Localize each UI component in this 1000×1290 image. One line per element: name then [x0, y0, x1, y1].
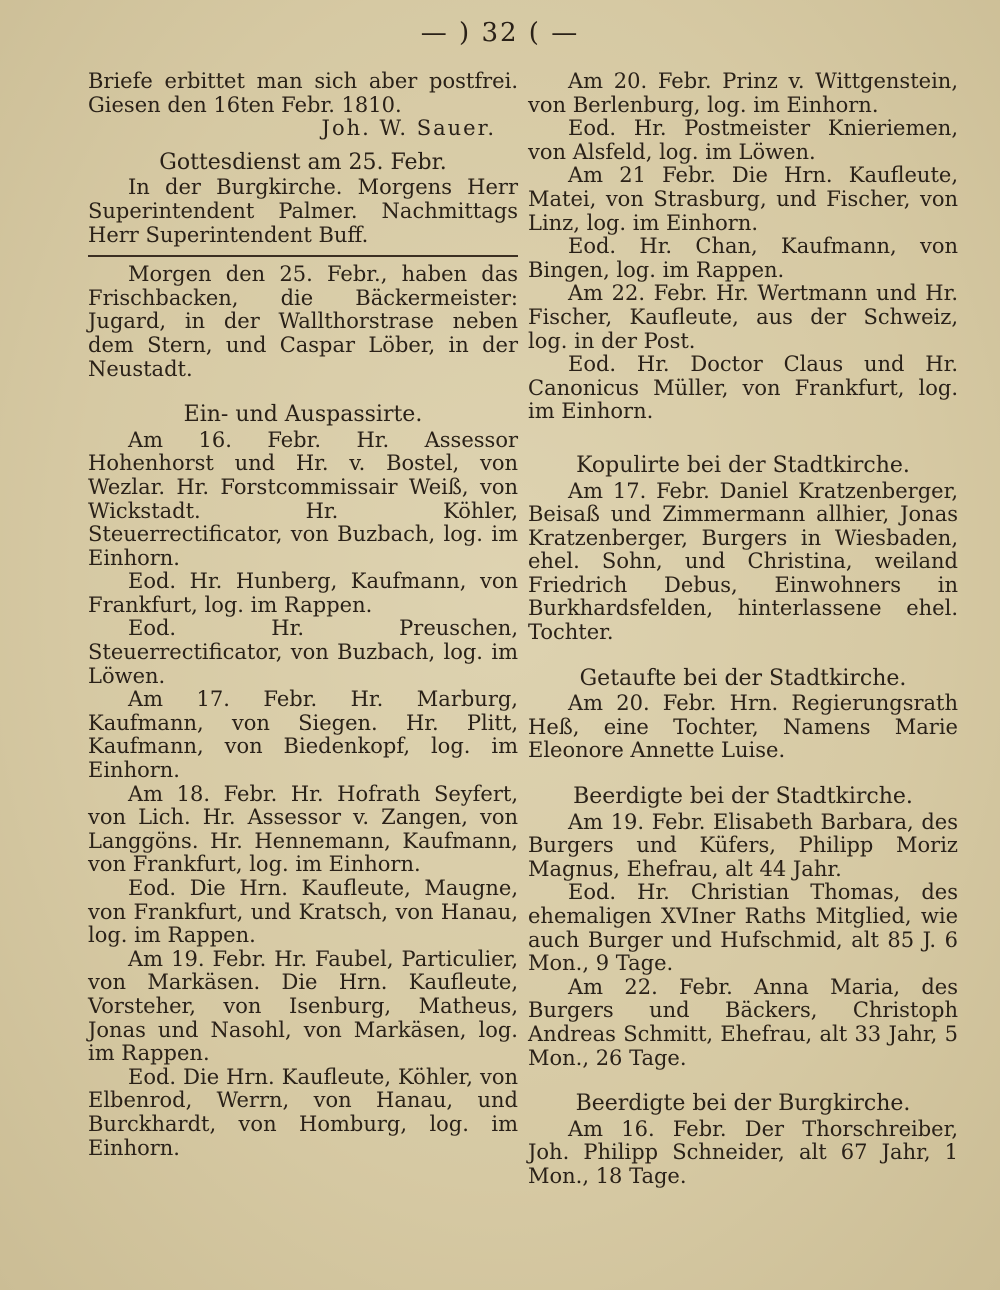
travel-entry: Am 20. Febr. Prinz v. Wittgenstein, von Berlenburg, log. im Einhorn.	[528, 69, 958, 117]
spacer	[528, 645, 958, 657]
travel-entry: Am 17. Febr. Hr. Marburg, Kaufmann, von Siegen. Hr. Plitt, Kaufmann, von Biedenkopf, log. im Einhorn.	[88, 687, 518, 783]
travel-entry: Eod. Hr. Hunberg, Kaufmann, von Frankfurt, log. im Rappen.	[88, 569, 518, 617]
intro-text: Briefe erbittet man sich aber postfrei. Giesen den 16ten Febr. 1810.	[88, 69, 518, 117]
service-heading: Gottesdienst am 25. Febr.	[159, 149, 447, 175]
travel-entry: Eod. Hr. Chan, Kaufmann, von Bingen, log. im Rappen.	[528, 234, 958, 282]
travel-entry: Am 16. Febr. Hr. Assessor Hohenhorst und Hr. v. Bostel, von Wezlar. Hr. Forstcommissair Weiß, von Wickstadt. Hr. Köhler, Steuerrectificator, von Buzbach, log. im Einhorn.	[88, 427, 518, 570]
burial-entry: Am 22. Febr. Anna Maria, des Burgers und Bäckers, Christoph Andreas Schmitt, Ehefrau, alt 33 Jahr, 5 Mon., 26 Tage.	[528, 974, 958, 1070]
buried-stadt-heading: Beerdigte bei der Stadtkirche.	[573, 784, 913, 810]
divider-rule	[88, 255, 518, 257]
service-text: In der Burgkirche. Morgens Herr Superintendent Palmer. Nachmittags Herr Superintendent Buff.	[88, 175, 518, 247]
spacer	[88, 381, 518, 393]
bakers-text: Morgen den 25. Febr., haben das Frischbacken, die Bäckermeister: Jugard, in der Wallthorstrase neben dem Stern, und Caspar Löber, in der Neustadt.	[88, 262, 518, 381]
spacer	[528, 763, 958, 775]
travel-entry: Eod. Hr. Postmeister Knieriemen, von Alsfeld, log. im Löwen.	[528, 116, 958, 164]
page-number: — ) 32 ( —	[420, 18, 580, 48]
buried-burg-heading: Beerdigte bei der Burgkirche.	[575, 1091, 911, 1117]
spacer	[528, 1070, 958, 1082]
burial-entry: Am 16. Febr. Der Thorschreiber, Joh. Philipp Schneider, alt 67 Jahr, 1 Mon., 18 Tage.	[528, 1116, 958, 1188]
burial-entry: Eod. Hr. Christian Thomas, des ehemaligen XVIner Raths Mitglied, wie auch Burger und Hufschmid, alt 85 J. 6 Mon., 9 Tage.	[528, 880, 958, 976]
travel-entry: Am 22. Febr. Hr. Wertmann und Hr. Fischer, Kaufleute, aus der Schweiz, log. in der Post.	[528, 281, 958, 353]
travel-entry: Am 21 Febr. Die Hrn. Kaufleute, Matei, von Strasburg, und Fischer, von Linz, log. im Einhorn.	[528, 163, 958, 235]
married-heading: Kopulirte bei der Stadtkirche.	[576, 452, 910, 478]
left-column	[88, 70, 518, 1160]
baptized-heading: Getaufte bei der Stadtkirche.	[579, 665, 907, 691]
right-column	[528, 70, 958, 1189]
travel-entry: Am 18. Febr. Hr. Hofrath Seyfert, von Lich. Hr. Assessor v. Zangen, von Langgöns. Hr. Hennemann, Kaufmann, von Frankfurt, log. im Einhorn.	[88, 781, 518, 877]
baptized-text: Am 20. Febr. Hrn. Regierungsrath Heß, eine Tochter, Namens Marie Eleonore Annette Luise.	[528, 691, 958, 763]
travel-entry: Eod. Die Hrn. Kaufleute, Maugne, von Frankfurt, und Kratsch, von Hanau, log. im Rappen.	[88, 876, 518, 948]
travel-entry: Am 19. Febr. Hr. Faubel, Particulier, von Markäsen. Die Hrn. Kaufleute, Vorsteher, von Isenburg, Matheus, Jonas und Nasohl, von Markäsen, log. im Rappen.	[88, 946, 518, 1066]
travel-heading: Ein- und Auspassirte.	[183, 402, 423, 428]
travel-entry: Eod. Hr. Doctor Claus und Hr. Canonicus Müller, von Frankfurt, log. im Einhorn.	[528, 352, 958, 424]
travel-entry: Eod. Hr. Preuschen, Steuerrectificator, von Buzbach, log. im Löwen.	[88, 616, 518, 688]
burial-entry: Am 19. Febr. Elisabeth Barbara, des Burgers und Küfers, Philipp Moriz Magnus, Ehefrau, alt 44 Jahr.	[528, 809, 958, 881]
married-text: Am 17. Febr. Daniel Kratzenberger, Beisaß und Zimmermann allhier, Jonas Kratzenberger, Burgers in Wiesbaden, ehel. Sohn, und Christina, weiland Friedrich Debus, Einwohners in Burkhardsfelden, hinterlassene ehel. Tochter.	[528, 478, 958, 645]
travel-entry: Eod. Die Hrn. Kaufleute, Köhler, von Elbenrod, Werrn, von Hanau, und Burckhardt, von Homburg, log. im Einhorn.	[88, 1064, 518, 1160]
spacer	[528, 424, 958, 444]
signature: Joh. W. Sauer.	[321, 116, 496, 141]
